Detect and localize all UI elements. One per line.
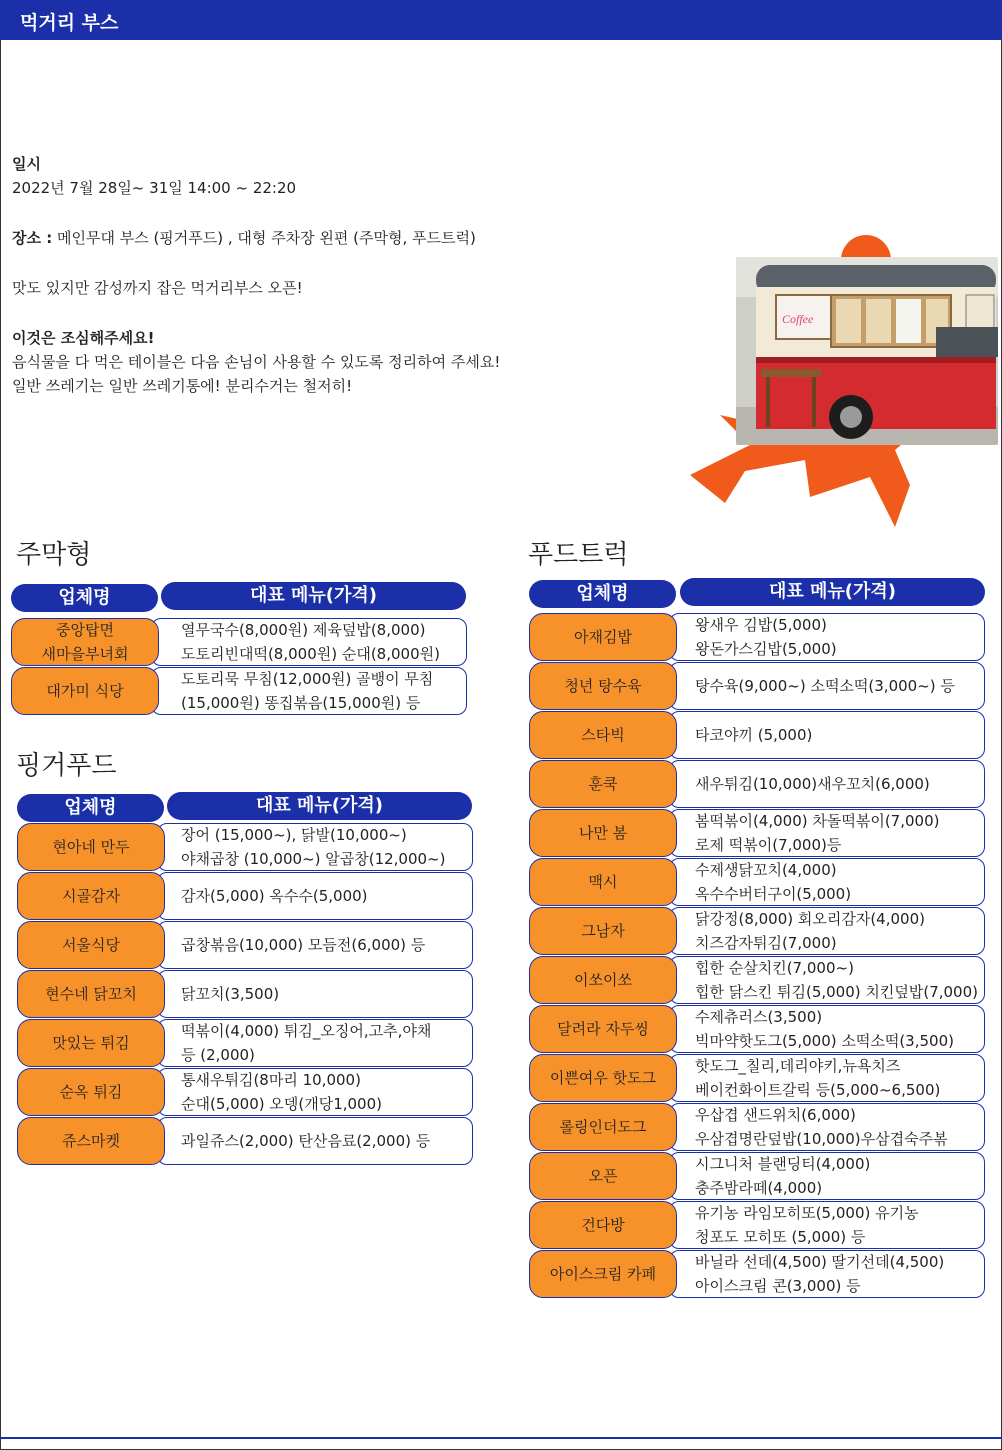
- menu-text: [181, 872, 368, 920]
- vendor-name: 서울식당: [62, 936, 120, 954]
- vendor-name: 시골감자: [62, 887, 120, 905]
- vendor-name: 건다방: [581, 1216, 625, 1234]
- menu-line-1: 힙한 순살치킨(7,000~): [695, 959, 854, 977]
- finger-header-menu: 대표 메뉴(가격): [167, 792, 472, 820]
- vendor-name: 청년 탕수육: [564, 677, 642, 695]
- menu-line-1: 핫도그_칠리,데리야키,뉴욕치즈: [695, 1057, 901, 1075]
- menu-line-1: 봄떡볶이(4,000) 차돌떡볶이(7,000): [695, 812, 940, 830]
- menu-line-1: 바닐라 선데(4,500) 딸기선데(4,500): [695, 1253, 945, 1271]
- menu-text: [181, 823, 445, 871]
- vendor-name-cell: [529, 809, 677, 857]
- menu-line-1: 탕수육(9,000~) 소떡소떡(3,000~) 등: [695, 677, 955, 695]
- vendor-name-cell: [11, 667, 159, 715]
- section-title-finger: 핑거푸드: [16, 751, 117, 781]
- vendor-name: 중앙탑면: [56, 621, 114, 639]
- menu-line-2: 옥수수버터구이(5,000): [695, 885, 852, 903]
- table-row: [529, 711, 985, 759]
- menu-line-1: 떡볶이(4,000) 튀김_오징어,고추,야채: [181, 1022, 432, 1040]
- vendor-name: 스타빅: [581, 726, 625, 744]
- vendor-name-cell: [529, 1054, 677, 1102]
- vendor-name-cell: [17, 872, 165, 920]
- jumak-header-menu: 대표 메뉴(가격): [161, 582, 466, 610]
- menu-line-2: 치즈감자튀김(7,000): [695, 934, 837, 952]
- page-title: 먹거리 부스: [20, 12, 119, 34]
- menu-line-2: 감자(5,000) 옥수수(5,000): [181, 887, 368, 905]
- date-label: 일시: [12, 155, 41, 173]
- menu-line-2: 청포도 모히또 (5,000) 등: [695, 1228, 866, 1246]
- vendor-name-cell: [529, 1005, 677, 1053]
- menu-line-1: 새우튀김(10,000)새우꼬치(6,000): [695, 775, 930, 793]
- vendor-name-cell: [529, 956, 677, 1004]
- vendor-name: 이쏘이쏘: [574, 971, 632, 989]
- vendor-name: 쥬스마켓: [62, 1132, 120, 1150]
- table-row: [529, 613, 985, 661]
- menu-line-1: 열무국수(8,000원) 제육덮밥(8,000): [181, 621, 426, 639]
- table-row: [529, 1250, 985, 1298]
- vendor-name: 아재김밥: [574, 628, 632, 646]
- finger-header-name: 업체명: [17, 794, 164, 822]
- menu-text: [181, 667, 433, 715]
- truck-header-name: 업체명: [529, 580, 676, 608]
- menu-text: [181, 1019, 431, 1067]
- menu-line-2: 아이스크림 콘(3,000) 등: [695, 1277, 861, 1295]
- menu-text: [695, 907, 925, 955]
- menu-line-1: 통새우튀김(8마리 10,000): [181, 1071, 361, 1089]
- menu-text: [695, 760, 930, 808]
- menu-line-2: 등 (2,000): [181, 1046, 255, 1064]
- vendor-name: 훈쿡: [588, 775, 618, 793]
- menu-line-1: 시그니처 블랜딩티(4,000): [695, 1155, 871, 1173]
- vendor-name: 아이스크림 카페: [549, 1265, 657, 1283]
- menu-line-1: 왕새우 김밥(5,000): [695, 616, 827, 634]
- table-row: [17, 872, 473, 920]
- vendor-name-cell: [529, 1103, 677, 1151]
- vendor-name: 현아네 만두: [52, 838, 130, 856]
- vendor-name-cell: [529, 1201, 677, 1249]
- vendor-name: 그남자: [581, 922, 625, 940]
- menu-text: [695, 1201, 919, 1249]
- menu-text: [181, 1068, 382, 1116]
- menu-text: [695, 809, 939, 857]
- menu-line-2: 순대(5,000) 오뎅(개당1,000): [181, 1095, 383, 1113]
- vendor-name: 현수네 닭꼬치: [45, 985, 137, 1003]
- menu-line-2: 야채곱창 (10,000~) 알곱창(12,000~): [181, 850, 446, 868]
- menu-line-1: 닭강정(8,000) 회오리감자(4,000): [695, 910, 925, 928]
- menu-line-2: 빅마약핫도그(5,000) 소떡소떡(3,500): [695, 1032, 954, 1050]
- menu-line-2: 충주밤라떼(4,000): [695, 1179, 823, 1197]
- table-row: [17, 921, 473, 969]
- vendor-name: 달려라 자두씽: [557, 1020, 649, 1038]
- vendor-name: 롤링인더도그: [559, 1118, 647, 1136]
- menu-text: [695, 1054, 940, 1102]
- vendor-name: 나만 봄: [578, 824, 628, 842]
- table-row: [529, 1152, 985, 1200]
- menu-line-1: 장어 (15,000~), 닭발(10,000~): [181, 826, 407, 844]
- place-line: [12, 226, 712, 250]
- table-row: [17, 1068, 473, 1116]
- vendor-name-cell: [17, 970, 165, 1018]
- menu-text: [695, 1250, 944, 1298]
- date-value: 2022년 7월 28일~ 31일 14:00 ~ 22:20: [12, 179, 297, 197]
- place-label: 장소 :: [12, 229, 53, 247]
- menu-text: [695, 1103, 948, 1151]
- table-row: [529, 1103, 985, 1151]
- vendor-name-cell: [529, 613, 677, 661]
- menu-line-1: 도토리묵 무침(12,000원) 골뱅이 무침: [181, 670, 434, 688]
- vendor-name: 대가미 식당: [46, 682, 124, 700]
- table-row: [17, 970, 473, 1018]
- menu-text: [695, 1005, 954, 1053]
- menu-text: [181, 1117, 430, 1165]
- table-row: [529, 809, 985, 857]
- intro-text: 맛도 있지만 감성까지 잡은 먹거리부스 오픈!: [12, 279, 303, 297]
- menu-line-2: 우삼겹명란덮밥(10,000)우삼겹숙주볶: [695, 1130, 948, 1148]
- vendor-name-cell: [529, 1250, 677, 1298]
- menu-line-1: 수제생닭꼬치(4,000): [695, 861, 837, 879]
- table-row: [529, 760, 985, 808]
- vendor-name-cell: [529, 662, 677, 710]
- table-row: [11, 618, 467, 666]
- menu-text: [181, 618, 440, 666]
- table-row: [11, 667, 467, 715]
- vendor-name-cell: [529, 760, 677, 808]
- vendor-name: 맥시: [588, 873, 618, 891]
- menu-line-1: 유기농 라임모히또(5,000) 유기농: [695, 1204, 919, 1222]
- menu-line-1: 수제츄러스(3,500): [695, 1008, 823, 1026]
- menu-line-2: 로제 떡볶이(7,000)등: [695, 836, 842, 854]
- menu-line-2: 도토리빈대떡(8,000원) 순대(8,000원): [181, 645, 440, 663]
- vendor-name-cell: [17, 823, 165, 871]
- menu-text: [695, 662, 955, 710]
- menu-line-1: 타코야끼 (5,000): [695, 726, 813, 744]
- menu-text: [181, 970, 279, 1018]
- vendor-name: 맛있는 튀김: [52, 1034, 130, 1052]
- table-row: [529, 907, 985, 955]
- event-info: [12, 152, 712, 398]
- table-row: [529, 1054, 985, 1102]
- menu-line-1: 우삽겹 샌드위치(6,000): [695, 1106, 856, 1124]
- vendor-name-cell: [529, 858, 677, 906]
- menu-line-1: 과일쥬스(2,000) 탄산음료(2,000) 등: [181, 1132, 431, 1150]
- jumak-header-name: 업체명: [11, 584, 158, 612]
- vendor-name: 이쁜여우 핫도그: [549, 1069, 657, 1087]
- menu-line-2: (15,000원) 똥집볶음(15,000원) 등: [181, 694, 421, 712]
- table-row: [529, 662, 985, 710]
- menu-line-2: 왕돈가스김밥(5,000): [695, 640, 837, 658]
- table-row: [529, 1201, 985, 1249]
- menu-text: [695, 956, 978, 1004]
- food-truck-photo: [736, 257, 998, 445]
- vendor-name: 순옥 튀김: [59, 1083, 123, 1101]
- section-title-truck: 푸드트럭: [528, 540, 629, 570]
- table-row: [17, 1019, 473, 1067]
- header-bar: [0, 0, 1002, 40]
- menu-line-1: 곱창볶음(10,000) 모듬전(6,000) 등: [181, 936, 426, 954]
- place-value: 메인무대 부스 (핑거푸드) , 대형 주차장 왼편 (주막형, 푸드트럭): [52, 229, 476, 247]
- table-row: [529, 956, 985, 1004]
- vendor-name-cell: [17, 921, 165, 969]
- vendor-name-cell: [529, 711, 677, 759]
- vendor-name: 오픈: [588, 1167, 618, 1185]
- table-row: [17, 1117, 473, 1165]
- truck-header-menu: 대표 메뉴(가격): [680, 578, 985, 606]
- menu-text: [695, 711, 812, 759]
- menu-text: [181, 921, 425, 969]
- vendor-name-cell: [529, 1152, 677, 1200]
- menu-line-2: 힙한 닭스킨 튀김(5,000) 치킨덮밥(7,000): [695, 983, 978, 1001]
- vendor-name-cell: [17, 1117, 165, 1165]
- caution-line-2: 일반 쓰레기는 일반 쓰레기통에! 분리수거는 철저히!: [12, 377, 353, 395]
- caution-line-1: 음식물을 다 먹은 테이블은 다음 손님이 사용할 수 있도록 정리하여 주세요!: [12, 353, 501, 371]
- menu-text: [695, 858, 851, 906]
- table-row: [529, 1005, 985, 1053]
- food-truck-illustration: [690, 235, 1002, 535]
- table-row: [529, 858, 985, 906]
- table-row: [17, 823, 473, 871]
- vendor-name-line2: 새마을부녀회: [41, 645, 129, 663]
- section-title-jumak: 주막형: [16, 540, 92, 570]
- vendor-name-cell: [529, 907, 677, 955]
- coffee-sign: Coffee: [782, 312, 814, 326]
- vendor-name-cell: [11, 618, 159, 666]
- menu-line-1: 닭꼬치(3,500): [181, 985, 280, 1003]
- vendor-name-cell: [17, 1068, 165, 1116]
- menu-line-2: 베이컨화이트갈릭 등(5,000~6,500): [695, 1081, 941, 1099]
- caution-title: 이것은 조심해주세요!: [12, 329, 155, 347]
- bottom-rule: [0, 1437, 1002, 1439]
- vendor-name-cell: [17, 1019, 165, 1067]
- menu-text: [695, 1152, 870, 1200]
- menu-text: [695, 613, 837, 661]
